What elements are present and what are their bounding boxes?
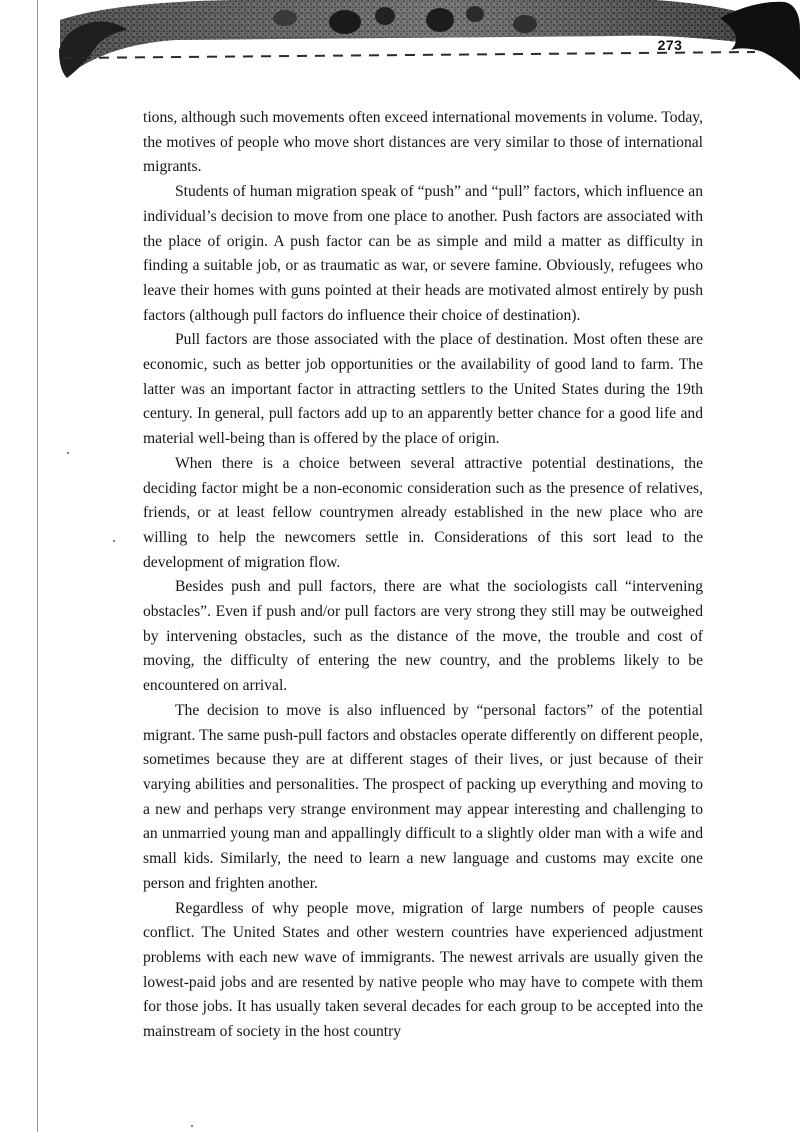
paragraph: The decision to move is also influenced by “personal factors” of the potential migrant. The same push-pull factors and obstacles operate differently on different people, sometimes because they are at different stages of their lives, or just because of their varying abilities and personalities. The prospect of packing up everything and moving to a new and perhaps very strange environment may appear interesting and challenging to an unmarried young man and appallingly difficult to a slightly older man with a wife and small kids. Similarly, the need to learn a new language and customs may excite one person and frighten another. [143, 701, 703, 892]
scan-speck [191, 1125, 193, 1127]
page-number: 273 [657, 37, 683, 53]
paragraph: Pull factors are those associated with the place of destination. Most often these are economic, such as better job opportunities or the availability of good land to farm. The latter was an important factor in attracting settlers to the United States during the 19th century. In general, pull factors add up to an apparently better chance for a good life and material well-being than is offered by the place of origin. [143, 331, 703, 448]
page-gutter-line [37, 0, 38, 1132]
paragraph: Besides push and pull factors, there are what the sociologists call “intervening obstacles”. Even if push and/or pull factors are very strong they still may be outweighed by intervening obstacles, such as the distance of the move, the trouble and cost of moving, the difficulty of entering the new country, and the problems likely to be encountered on arrival. [143, 578, 703, 695]
paragraph: When there is a choice between several attractive potential destinations, the deciding factor might be a non-economic consideration such as the presence of relatives, friends, or at least fellow countrymen already established in the new place who are willing to help the newcomers settle in. Considerations of this sort lead to the development of migration flow. [143, 454, 703, 571]
scan-speck [67, 452, 69, 454]
scan-speck [113, 540, 115, 542]
article-body [143, 106, 703, 1045]
paragraph: tions, although such movements often exceed international movements in volume. Today, the motives of people who move short distances are very similar to those of international migrants. [143, 109, 703, 176]
paragraph: Regardless of why people move, migration of large numbers of people causes conflict. The United States and other western countries have experienced adjustment problems with each new wave of immigrants. The newest arrivals are usually given the lowest-paid jobs and are resented by native people who may have to compete with them for those jobs. It has usually taken several decades for each group to be accepted into the mainstream of society in the host country [143, 899, 703, 1041]
paragraph: Students of human migration speak of “push” and “pull” factors, which influence an individual’s decision to move from one place to another. Push factors are associated with the place of origin. A push factor can be as simple and mild a matter as difficulty in finding a suitable job, or as traumatic as war, or severe famine. Obviously, refugees who leave their homes with guns pointed at their heads are motivated almost entirely by push factors (although pull factors do influence their choice of destination). [143, 183, 703, 324]
